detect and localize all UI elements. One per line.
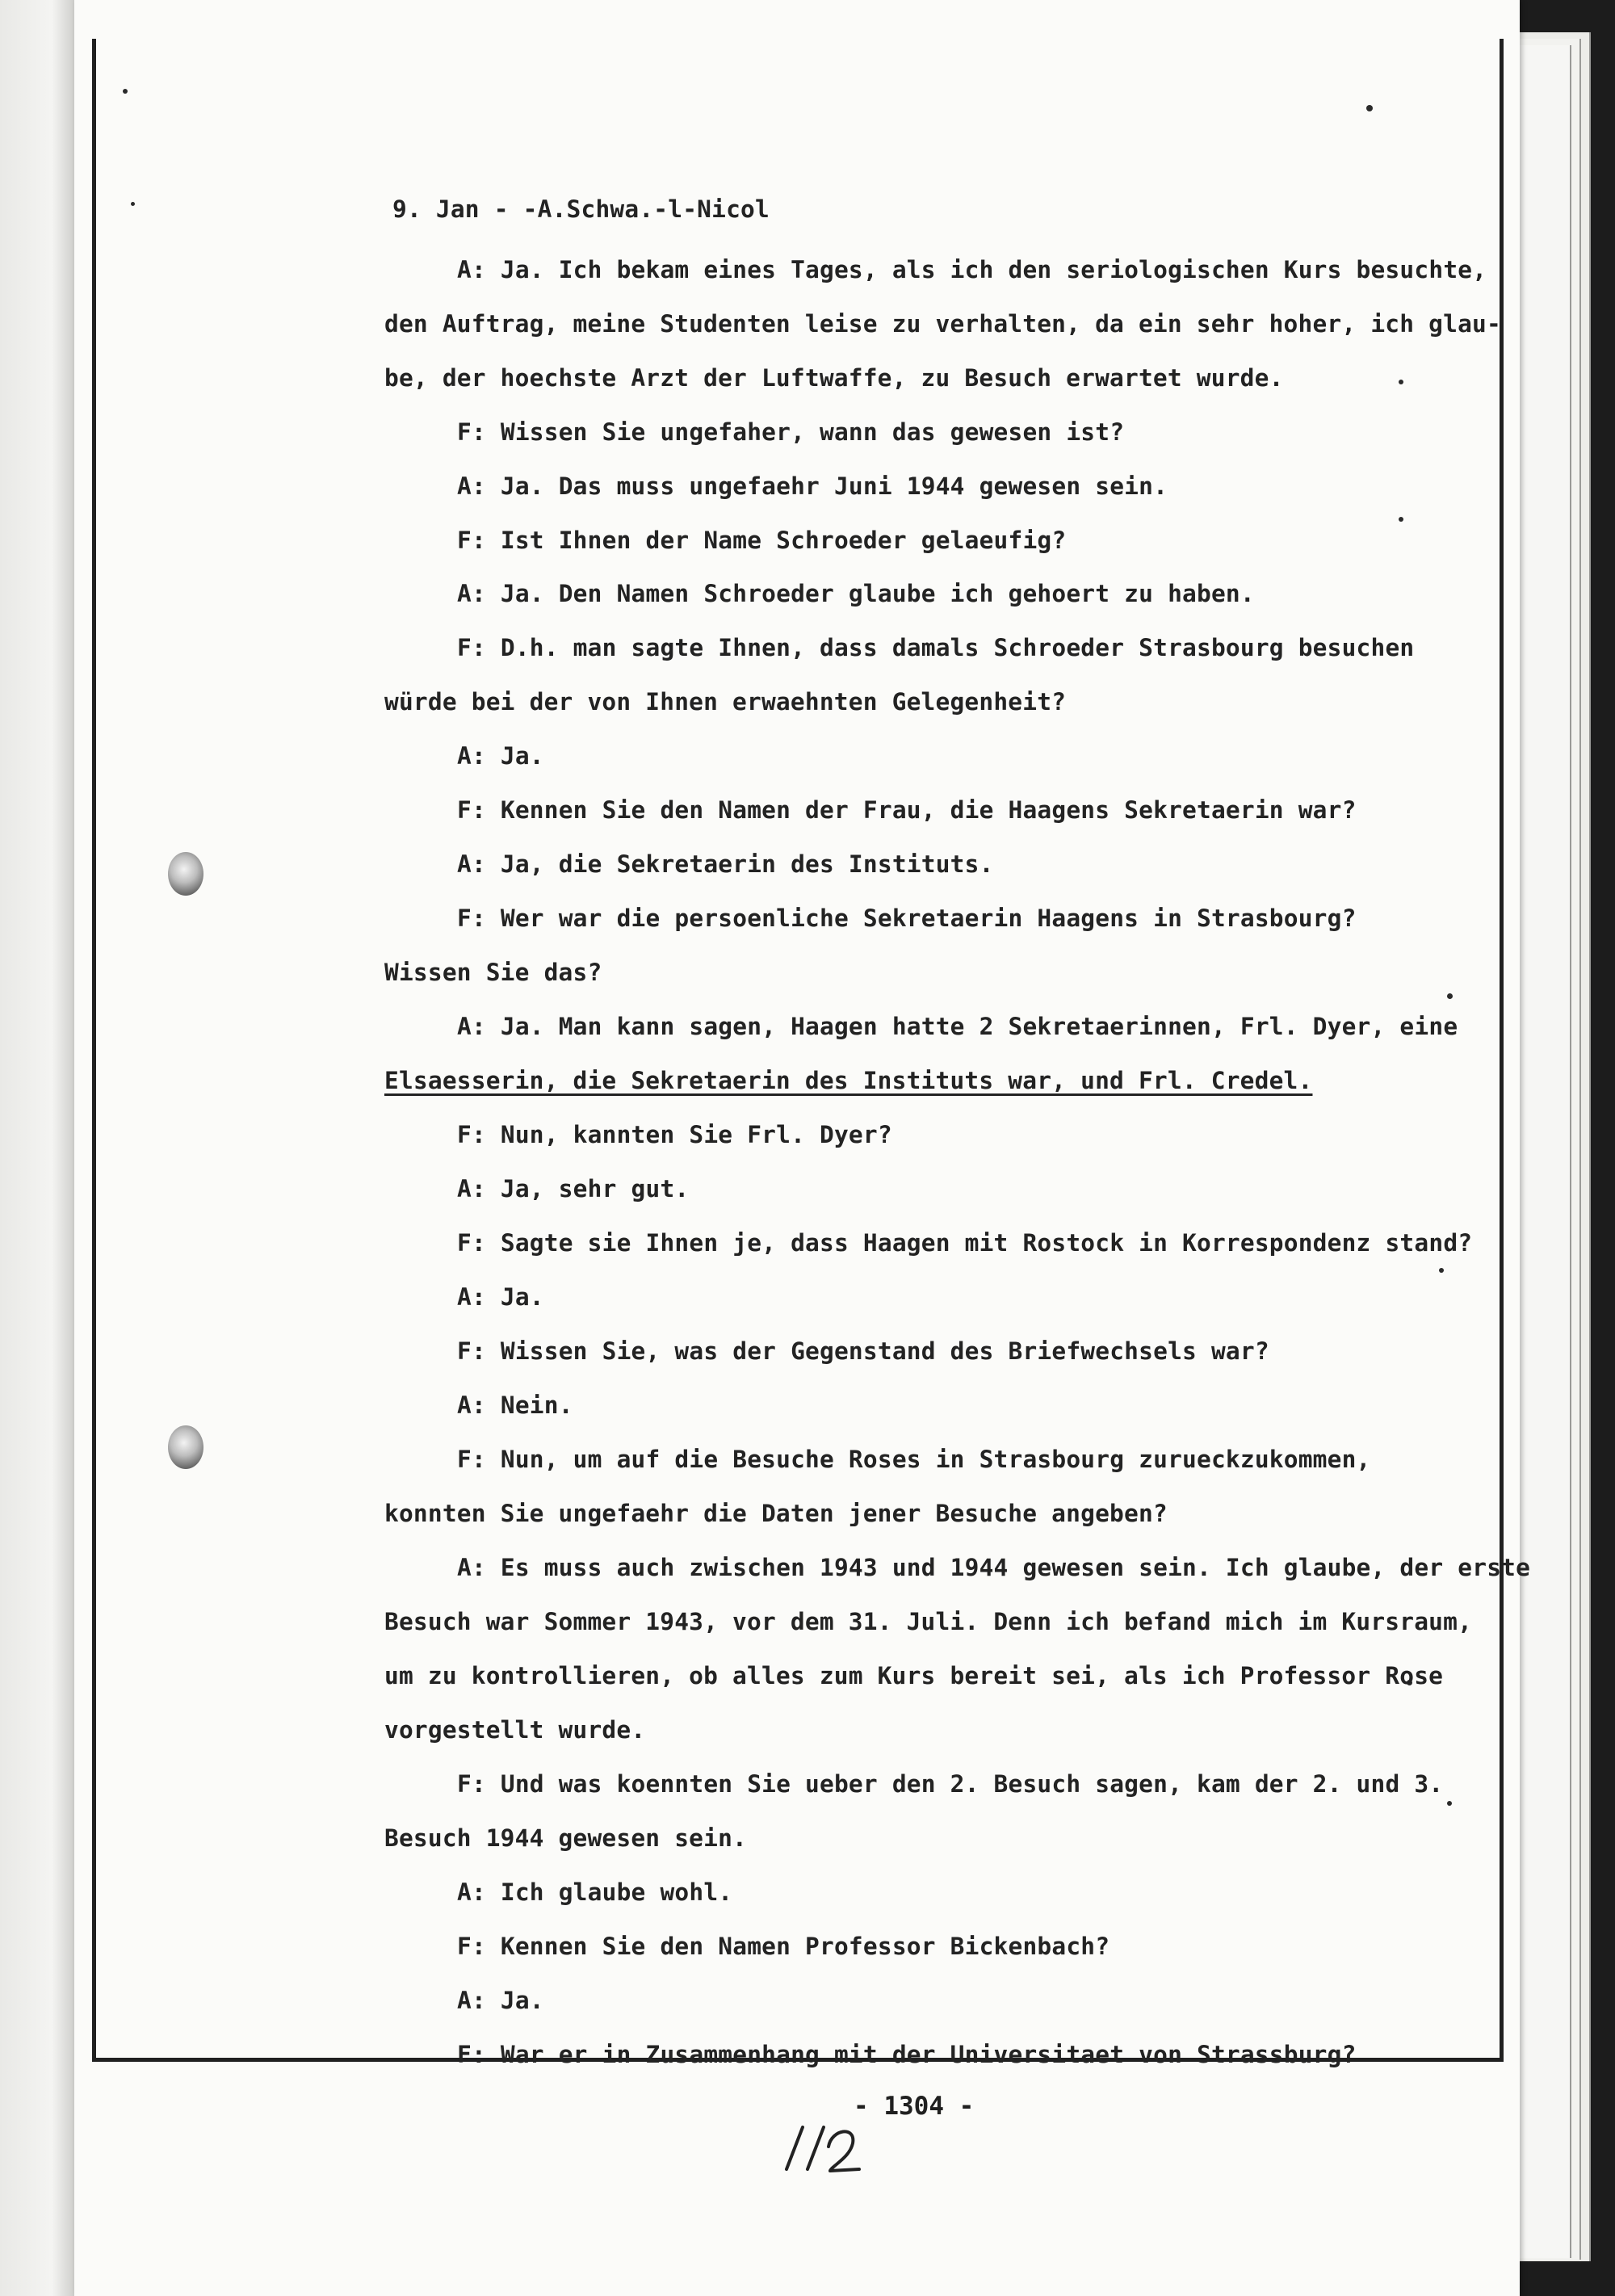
text-line: F: D.h. man sagte Ihnen, dass damals Schroeder Strasbourg besuchen bbox=[457, 634, 1415, 661]
speck bbox=[131, 202, 135, 206]
underlined-text-line: Elsaesserin, die Sekretaerin des Instituts war, und Frl. Credel. bbox=[384, 1067, 1313, 1094]
text-line: A: Ich glaube wohl. bbox=[457, 1878, 733, 1906]
text-line: A: Ja. Ich bekam eines Tages, als ich den seriologischen Kurs besuchte, bbox=[457, 256, 1487, 283]
text-line: den Auftrag, meine Studenten leise zu verhalten, da ein sehr hoher, ich glau- bbox=[384, 310, 1501, 338]
text-line: be, der hoechste Arzt der Luftwaffe, zu Besuch erwartet wurde. bbox=[384, 364, 1284, 392]
text-line: F: Nun, um auf die Besuche Roses in Strasbourg zurueckzukommen, bbox=[457, 1446, 1371, 1473]
text-line: F: Wer war die persoenliche Sekretaerin Haagens in Strasbourg? bbox=[457, 905, 1357, 932]
text-line: F: Nun, kannten Sie Frl. Dyer? bbox=[457, 1121, 892, 1148]
speck bbox=[1366, 105, 1373, 111]
text-line: A: Ja, sehr gut. bbox=[457, 1175, 690, 1203]
text-line: F: Sagte sie Ihnen je, dass Haagen mit Rostock in Korrespondenz stand? bbox=[457, 1229, 1473, 1257]
text-line: F: Wissen Sie, was der Gegenstand des Briefwechsels war? bbox=[457, 1337, 1269, 1365]
text-line: F: War er in Zusammenhang mit der Universitaet von Strassburg? bbox=[457, 2041, 1357, 2068]
punch-hole bbox=[168, 1425, 203, 1469]
text-line: F: Wissen Sie ungefaher, wann das gewesen ist? bbox=[457, 418, 1125, 446]
text-line: A: Nein. bbox=[457, 1391, 573, 1419]
text-line: Wissen Sie das? bbox=[384, 959, 602, 986]
speck bbox=[1447, 1801, 1452, 1806]
text-line: F: Kennen Sie den Namen Professor Bickenbach? bbox=[457, 1933, 1110, 1960]
document-heading: 9. Jan - -A.Schwa.-l-Nicol bbox=[392, 195, 770, 223]
text-line: F: Und was koennten Sie ueber den 2. Besuch sagen, kam der 2. und 3. bbox=[457, 1770, 1444, 1798]
text-line: F: Ist Ihnen der Name Schroeder gelaeufig? bbox=[457, 527, 1067, 554]
text-line: A: Ja. bbox=[457, 742, 544, 770]
text-line: A: Ja. bbox=[457, 1283, 544, 1311]
text-line: A: Ja. bbox=[457, 1987, 544, 2014]
page-stack-edge bbox=[1518, 45, 1571, 2258]
speck bbox=[1399, 517, 1403, 522]
text-line: A: Ja. Den Namen Schroeder glaube ich gehoert zu haben. bbox=[457, 580, 1255, 607]
punch-hole bbox=[168, 852, 203, 896]
text-line: A: Es muss auch zwischen 1943 und 1944 gewesen sein. Ich glaube, der erste bbox=[457, 1554, 1531, 1581]
page-number: - 1304 - bbox=[854, 2092, 975, 2121]
text-line: um zu kontrollieren, ob alles zum Kurs bereit sei, als ich Professor Rose bbox=[384, 1662, 1444, 1689]
page-frame bbox=[92, 39, 1504, 2062]
text-line: Besuch war Sommer 1943, vor dem 31. Juli. Denn ich befand mich im Kursraum, bbox=[384, 1608, 1473, 1635]
speck bbox=[1447, 993, 1453, 999]
document-page bbox=[74, 0, 1531, 2296]
text-line: konnten Sie ungefaehr die Daten jener Besuche angeben? bbox=[384, 1500, 1168, 1527]
text-line: A: Ja, die Sekretaerin des Instituts. bbox=[457, 850, 994, 878]
speck bbox=[123, 89, 128, 94]
speck bbox=[1399, 380, 1403, 384]
text-line: Besuch 1944 gewesen sein. bbox=[384, 1824, 748, 1852]
left-page-edge bbox=[0, 0, 74, 2296]
text-line: F: Kennen Sie den Namen der Frau, die Haagens Sekretaerin war? bbox=[457, 796, 1357, 824]
text-line: A: Ja. Man kann sagen, Haagen hatte 2 Sekretaerinnen, Frl. Dyer, eine bbox=[457, 1013, 1458, 1040]
text-line: würde bei der von Ihnen erwaehnten Gelegenheit? bbox=[384, 688, 1067, 716]
text-line: A: Ja. Das muss ungefaehr Juni 1944 gewesen sein. bbox=[457, 472, 1168, 500]
speck bbox=[1439, 1268, 1444, 1273]
handwritten-folio-number bbox=[778, 2122, 867, 2174]
text-line: vorgestellt wurde. bbox=[384, 1716, 646, 1744]
